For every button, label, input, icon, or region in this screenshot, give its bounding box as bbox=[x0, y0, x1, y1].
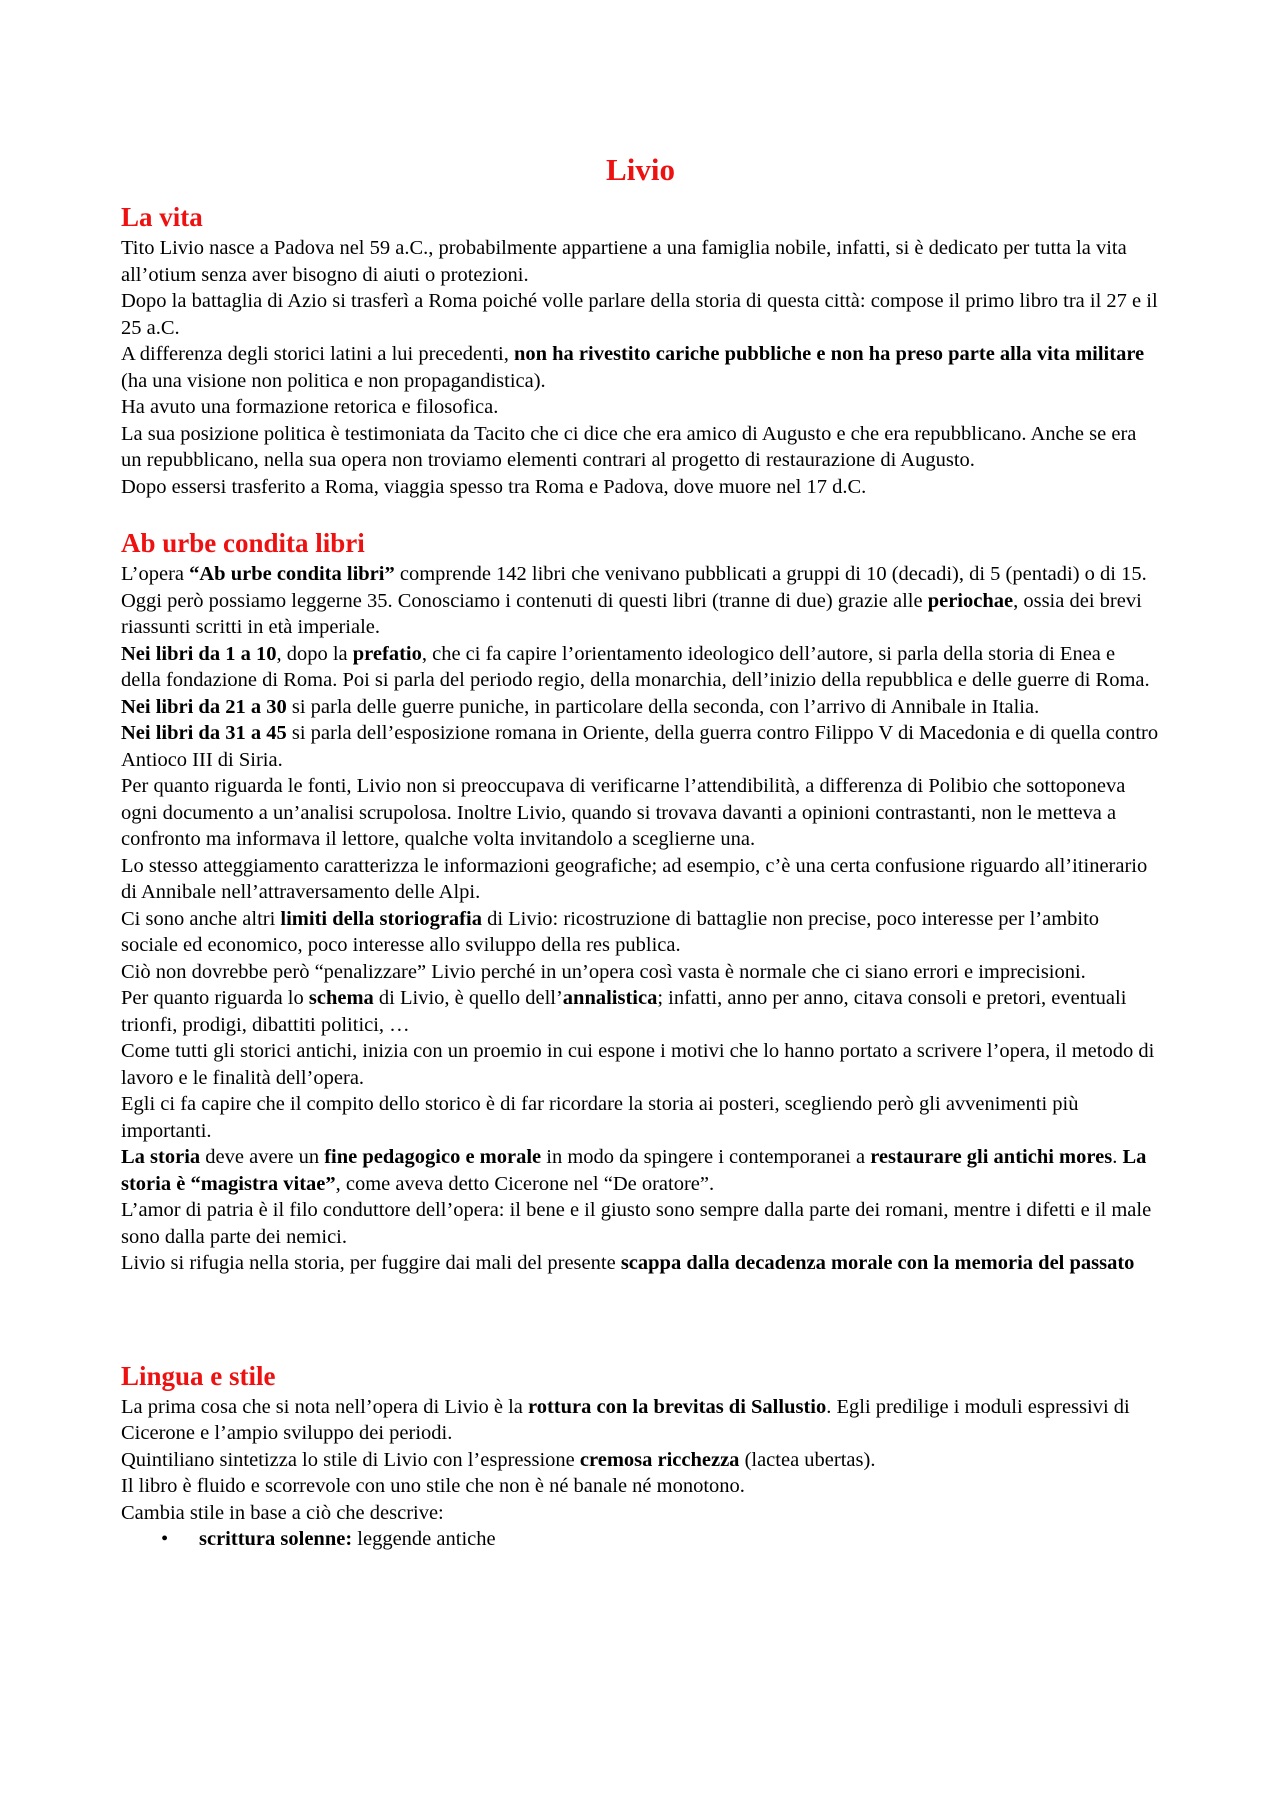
text-run: Il libro è fluido e scorrevole con uno stile che non è né banale né monotono. bbox=[121, 1475, 745, 1497]
text-run: , come aveva detto Cicerone nel “De oratore”. bbox=[335, 1172, 715, 1195]
bold-text: cremosa ricchezza bbox=[579, 1448, 740, 1471]
paragraph bbox=[121, 288, 1160, 341]
paragraph bbox=[121, 341, 1160, 394]
section-la-vita bbox=[121, 200, 1160, 500]
paragraph bbox=[121, 1091, 1160, 1144]
paragraph bbox=[121, 906, 1160, 959]
text-run: . bbox=[1112, 1146, 1123, 1168]
text-run: Lo stesso atteggiamento caratterizza le informazioni geografiche; ad esempio, c’è una certa confusione riguardo all’itinerario di Annibale nell’attraversamento delle Alpi. bbox=[121, 854, 1148, 903]
text-run: Dopo la battaglia di Azio si trasferì a Roma poiché volle parlare della storia di questa città: compose il primo libro tra il 27 e il 25 a.C. bbox=[121, 290, 1158, 339]
text-run: Come tutti gli storici antichi, inizia con un proemio in cui espone i motivi che lo hanno portato a scrivere l’opera, il metodo di lavoro e le finalità dell’opera. bbox=[121, 1040, 1155, 1089]
text-run: La prima cosa che si nota nell’opera di Livio è la bbox=[121, 1395, 528, 1418]
text-run: Tito Livio nasce a Padova nel 59 a.C., probabilmente appartiene a una famiglia nobile, infatti, si è dedicato per tutta la vita all’otium senza aver bisogno di aiuti o protezioni. bbox=[121, 237, 1127, 286]
text-run: deve avere un bbox=[200, 1146, 325, 1168]
section-body bbox=[121, 235, 1160, 500]
paragraph bbox=[121, 1250, 1160, 1277]
section-heading: Ab urbe condita libri bbox=[121, 528, 365, 558]
paragraph bbox=[121, 853, 1160, 906]
bold-text: schema bbox=[308, 987, 374, 1009]
text-run: . Egli predilige i moduli espressivi di Cicerone e l’ampio sviluppo dei periodi. bbox=[121, 1395, 1130, 1444]
text-run: Per quanto riguarda lo bbox=[121, 987, 309, 1009]
paragraph bbox=[121, 1038, 1160, 1091]
text-run: Cambia stile in base a ciò che descrive: bbox=[121, 1501, 444, 1524]
bold-text: fine pedagogico e morale bbox=[324, 1146, 542, 1168]
bold-text: rottura con la brevitas di Sallustio bbox=[528, 1395, 827, 1418]
list-item bbox=[161, 1526, 1160, 1553]
paragraph bbox=[121, 1500, 1160, 1527]
bold-text: “Ab urbe condita libri” bbox=[189, 563, 395, 585]
text-run: in modo da spingere i contemporanei a bbox=[541, 1146, 871, 1168]
paragraph bbox=[121, 1447, 1160, 1474]
text-run: Ciò non dovrebbe però “penalizzare” Livio perché in un’opera così vasta è normale che ci siano errori e imprecisioni. bbox=[121, 960, 1086, 983]
list-item-text: leggende antiche bbox=[352, 1528, 496, 1550]
text-run: di Livio: ricostruzione di battaglie non precise, poco interesse per l’ambito sociale ed economico, poco interesse allo sviluppo della res publica. bbox=[121, 907, 1100, 956]
text-run: A differenza degli storici latini a lui precedenti, bbox=[121, 343, 514, 365]
bold-text: prefatio bbox=[352, 642, 422, 665]
text-run: ; infatti, anno per anno, citava consoli e pretori, eventuali trionfi, prodigi, dibattiti politici, … bbox=[121, 987, 1127, 1036]
section-body bbox=[121, 1394, 1160, 1527]
bold-text: Nei libri da 31 a 45 bbox=[121, 722, 287, 744]
bold-text: Nei libri da 1 a 10 bbox=[121, 642, 277, 665]
text-run: Ci sono anche altri bbox=[121, 907, 281, 930]
text-run: Dopo essersi trasferito a Roma, viaggia spesso tra Roma e Padova, dove muore nel 17 d.C. bbox=[121, 475, 867, 498]
text-run: di Livio, è quello dell’ bbox=[373, 987, 563, 1009]
text-run: Ha avuto una formazione retorica e filosofica. bbox=[121, 396, 499, 418]
bold-text: La storia bbox=[121, 1146, 201, 1168]
bold-text: restaurare gli antichi mores bbox=[870, 1146, 1113, 1168]
section-body bbox=[121, 561, 1160, 1277]
paragraph bbox=[121, 1473, 1160, 1500]
paragraph bbox=[121, 1197, 1160, 1250]
text-run: L’amor di patria è il filo conduttore dell’opera: il bene e il giusto sono sempre dalla parte dei romani, mentre i difetti e il male sono dalla parte dei nemici. bbox=[121, 1199, 1152, 1248]
bold-text: scappa dalla decadenza morale con la memoria del passato bbox=[620, 1252, 1135, 1274]
paragraph bbox=[121, 474, 1160, 501]
text-run: si parla delle guerre puniche, in particolare della seconda, con l’arrivo di Annibale in Italia. bbox=[286, 695, 1040, 718]
paragraph bbox=[121, 1394, 1160, 1447]
paragraph bbox=[121, 394, 1160, 421]
text-run: Livio si rifugia nella storia, per fuggire dai mali del presente bbox=[121, 1252, 621, 1274]
paragraph bbox=[121, 641, 1160, 694]
text-run: si parla dell’esposizione romana in Oriente, della guerra contro Filippo V di Macedonia e di quella contro Antioco III di Siria. bbox=[121, 722, 1159, 771]
paragraph bbox=[121, 561, 1160, 641]
paragraph bbox=[121, 985, 1160, 1038]
text-run: (lactea ubertas). bbox=[739, 1448, 876, 1471]
section-heading: Lingua e stile bbox=[121, 1360, 276, 1391]
paragraph bbox=[121, 959, 1160, 986]
paragraph bbox=[121, 720, 1160, 773]
text-run: (ha una visione non politica e non propagandistica). bbox=[121, 369, 546, 392]
text-run: Per quanto riguarda le fonti, Livio non si preoccupava di verificarne l’attendibilità, a differenza di Polibio che sottoponeva ogni documento a un’analisi scrupolosa. Inoltre Livio, quando si trovava davanti a opinioni contrastanti, non le metteva a confronto ma informava il lettore, qualche volta invitandolo a sceglierne una. bbox=[121, 775, 1126, 850]
text-run: La sua posizione politica è testimoniata da Tacito che ci dice che era amico di Augusto e che era repubblicano. Anche se era un repubblicano, nella sua opera non troviamo elementi contrari al progetto di restaurazione di Augusto. bbox=[121, 422, 1137, 471]
list-item-label: scrittura solenne: bbox=[199, 1528, 353, 1550]
page-title: Livio bbox=[606, 152, 675, 187]
section-lingua-e-stile bbox=[121, 1359, 1160, 1553]
bullet-icon: • bbox=[161, 1528, 169, 1550]
text-run: L’opera bbox=[121, 563, 190, 585]
paragraph bbox=[121, 421, 1160, 474]
text-run: , ossia dei brevi riassunti scritti in età imperiale. bbox=[121, 589, 1142, 638]
section-heading: La vita bbox=[121, 202, 203, 232]
bullet-list bbox=[121, 1526, 1160, 1553]
paragraph bbox=[121, 235, 1160, 288]
bold-text: non ha rivestito cariche pubbliche e non ha preso parte alla vita militare bbox=[513, 343, 1145, 365]
text-run: , che ci fa capire l’orientamento ideologico dell’autore, si parla della storia di Enea e della fondazione di Roma. Poi si parla del periodo regio, della monarchia, dell’inizio della repubblica e delle guerre di Roma. bbox=[121, 642, 1150, 691]
bold-text: limiti della storiografia bbox=[280, 907, 482, 930]
bold-text: La storia è “magistra vitae” bbox=[121, 1146, 1147, 1195]
paragraph bbox=[121, 773, 1160, 853]
paragraph bbox=[121, 694, 1160, 721]
text-run: comprende 142 libri che venivano pubblicati a gruppi di 10 (decadi), di 5 (pentadi) o di 15. Oggi però possiamo leggerne 35. Conosciamo i contenuti di questi libri (tranne di due) grazie alle bbox=[121, 563, 1147, 612]
text-run: Egli ci fa capire che il compito dello storico è di far ricordare la storia ai posteri, scegliendo però gli avvenimenti più importanti. bbox=[121, 1093, 1079, 1142]
text-run: Quintiliano sintetizza lo stile di Livio con l’espressione bbox=[121, 1448, 580, 1471]
section-ab-urbe-condita bbox=[121, 526, 1160, 1277]
paragraph bbox=[121, 1144, 1160, 1197]
bold-text: Nei libri da 21 a 30 bbox=[121, 695, 287, 718]
bold-text: annalistica bbox=[562, 987, 658, 1009]
text-run: , dopo la bbox=[276, 642, 353, 665]
bold-text: periochae bbox=[927, 589, 1014, 612]
